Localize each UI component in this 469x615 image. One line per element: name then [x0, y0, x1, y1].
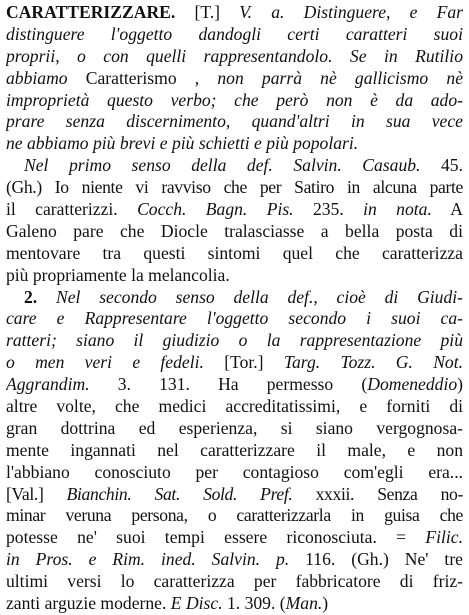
text-line	[6, 287, 463, 309]
text-run: prare senza discernimento, quand'altri in sua vece	[6, 111, 463, 132]
text-run: ultimi versi lo caratterizza per fabbricatore di friz-	[6, 571, 463, 592]
text-run: [Tor.]	[203, 352, 284, 373]
text-run: più propriamente la melancolia.	[6, 264, 230, 285]
text-run: Filic.	[425, 527, 463, 548]
text-run: [T.]	[175, 2, 240, 22]
text-line	[6, 505, 463, 527]
text-line	[6, 527, 463, 549]
text-run: Galeno pare che Diocle tralasciasse a bella posta di	[6, 220, 463, 241]
text-line	[6, 440, 463, 462]
text-line	[6, 396, 463, 418]
text-run: Cocch. Bagn. Pis.	[137, 199, 294, 220]
text-run: abbiamo	[6, 67, 86, 88]
text-line	[6, 90, 463, 112]
text-line	[6, 24, 463, 46]
text-run: Caratterismo	[85, 67, 177, 88]
text-run: mente ingannati nel caratterizzare il male, e non	[6, 439, 463, 460]
text-run: Nel primo senso della def. Salvin. Casaub.	[24, 155, 421, 176]
text-run: 235.	[293, 199, 364, 220]
text-run: 45.	[420, 155, 463, 176]
text-line	[6, 484, 463, 506]
text-line	[6, 330, 463, 352]
text-run: altre volte, che medici accreditatissimi, e forniti di	[6, 396, 463, 417]
text-run: proprii, o con quelli rappresentandolo. Se in Rutilio	[6, 45, 463, 66]
text-line	[6, 549, 463, 571]
text-run: 1. 309. (	[222, 593, 286, 614]
text-run: care e Rappresentare l'oggetto secondo i suoi ca-	[6, 308, 463, 329]
text-run: minar veruna persona, o caratterizzarla in guisa che	[6, 505, 463, 526]
text-run: E Disc.	[170, 593, 223, 614]
text-run: Nel secondo senso della def., cioè di Giudi-	[55, 286, 463, 307]
text-run: in nota.	[363, 199, 432, 220]
text-run: distinguere l'oggetto dandogli certi caratteri suoi	[6, 23, 463, 44]
text-line	[6, 133, 463, 155]
text-run: in Pros. e Rim. ined. Salvin. p.	[6, 549, 290, 570]
dictionary-entry-caratterizzare	[6, 2, 463, 615]
text-run: (Gh.) Io niente vi ravviso che per Satiro in alcuna parte	[6, 177, 463, 198]
text-run: il caratterizzi.	[6, 199, 138, 220]
text-run: )	[322, 593, 329, 614]
text-line	[6, 265, 463, 287]
text-line	[6, 243, 463, 265]
text-run: Domeneddio	[367, 374, 458, 395]
text-line	[6, 352, 463, 374]
text-run: potesse ne' suoi tempi essere riconosciuta. =	[6, 527, 426, 548]
headword: CARATTERIZZARE.	[6, 2, 176, 22]
text-run: Aggrandim.	[6, 374, 90, 395]
text-line	[6, 374, 463, 396]
text-run: A	[431, 199, 463, 220]
text-run: [Val.]	[6, 483, 67, 504]
text-run: , non parrà nè gallicismo nè	[176, 67, 463, 88]
text-run: )	[457, 374, 463, 395]
text-line	[6, 221, 463, 243]
text-line	[6, 155, 463, 177]
text-run: 116. (Gh.) Ne' tre	[289, 549, 463, 570]
text-run: mentovare tra questi sintomi quel che caratterizza	[6, 242, 463, 263]
text-line	[6, 68, 463, 90]
text-run: gran dottrina ed esperienza, si siano vergognosa-	[6, 417, 463, 438]
text-line	[6, 177, 463, 199]
text-run: zanti arguzie moderne.	[6, 593, 171, 614]
text-run: V. a. Distinguere, e Far	[239, 2, 463, 22]
text-run: o men veri e fedeli.	[6, 352, 204, 373]
text-run: Man.	[285, 593, 323, 614]
text-line	[6, 111, 463, 133]
text-run: ne abbiamo più brevi e più schietti e più popolari.	[6, 133, 359, 154]
text-line	[6, 462, 463, 484]
text-line	[6, 571, 463, 593]
text-run: 2.	[24, 286, 56, 307]
text-run: improprietà questo verbo; che però non è da ado-	[6, 89, 463, 110]
text-line	[6, 308, 463, 330]
text-run: Targ. Tozz. G. Not.	[283, 352, 463, 373]
text-run: ratteri; siano il giudizio o la rappresentazione più	[6, 330, 463, 351]
text-line	[6, 418, 463, 440]
text-line	[6, 46, 463, 68]
text-line	[6, 2, 463, 24]
text-line	[6, 199, 463, 221]
text-run: 3. 131. Ha permesso (	[89, 374, 368, 395]
text-run: Bianchin. Sat. Sold. Pref.	[66, 483, 293, 504]
text-run: xxxii. Senza no-	[292, 483, 463, 504]
text-run: l'abbiano conosciuto per contagioso com'egli era...	[6, 461, 463, 482]
